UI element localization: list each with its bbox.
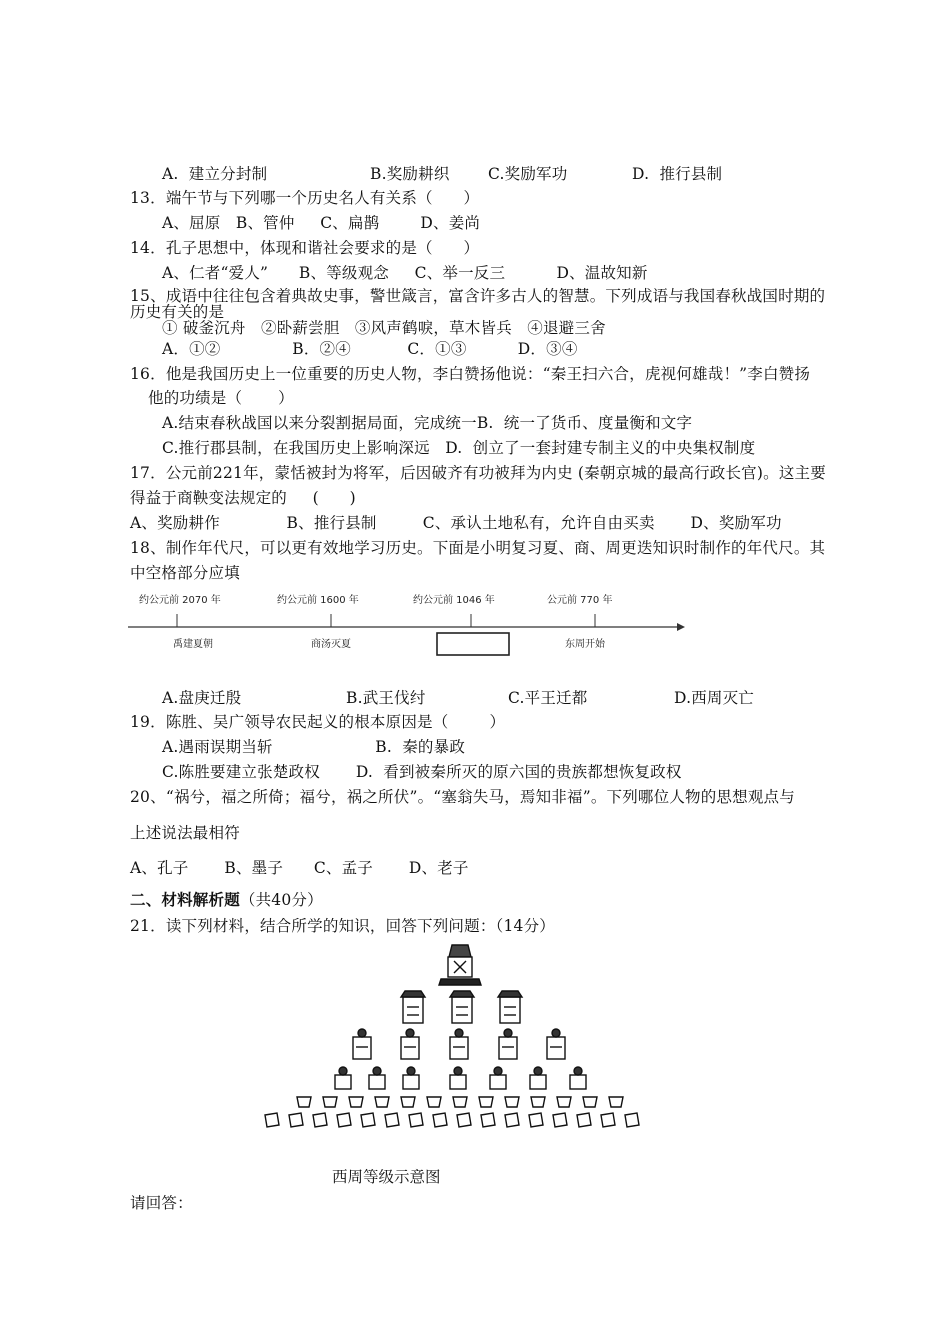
slave-figure-icons	[265, 1113, 639, 1127]
timeline-year-3: 约公元前 1046 年	[413, 595, 495, 606]
section-2-points: （共40分）	[239, 891, 323, 909]
minister-figure-icons	[353, 1029, 565, 1059]
q15-stem-line2: 历史有关的是	[130, 303, 225, 321]
timeline-event-4: 东周开始	[565, 639, 605, 650]
section-2-title: 二、材料解析题	[130, 890, 240, 909]
q12-option-a: A. 建立分封制	[162, 165, 268, 183]
timeline-year-2: 约公元前 1600 年	[277, 595, 359, 606]
timeline-event-2: 商汤灭夏	[311, 639, 351, 650]
q18-option-c: C.平王迁都	[508, 689, 588, 707]
q16-options-line1: A.结束春秋战国以来分裂割据局面，完成统一B. 统一了货币、度量衡和文字	[162, 414, 693, 432]
timeline-year-4: 公元前 770 年	[547, 595, 613, 606]
q20-stem-line2: 上述说法最相符	[130, 824, 240, 842]
q12-option-c: C.奖励军功	[488, 165, 568, 183]
q19-options-line2: C.陈胜要建立张楚政权 D. 看到被秦所灭的原六国的贵族都想恢复政权	[162, 763, 682, 781]
q12-option-b: B.奖励耕织	[370, 165, 450, 183]
q13-stem: 13．端午节与下列哪一个历史名人有关系（ ）	[130, 189, 480, 207]
q16-stem-line1: 16．他是我国历史上一位重要的历史人物，李白赞扬他说：“秦王扫六合，虎视何雄哉！”李白赞扬	[130, 365, 811, 383]
q17-stem-line2: 得益于商鞅变法规定的 ( )	[130, 489, 356, 507]
q18-stem-line1: 18、制作年代尺，可以更有效地学习历史。下面是小明复习夏、商、周更迭知识时制作的年代尺。其	[130, 539, 826, 557]
timeline-arrow-icon	[677, 623, 685, 631]
q18-option-d: D.西周灭亡	[674, 689, 755, 707]
q16-options-line2: C.推行郡县制，在我国历史上影响深远 D. 创立了一套封建专制主义的中央集权制度	[162, 439, 756, 457]
q19-options-line1: A.遇雨误期当斩 B. 秦的暴政	[162, 738, 466, 756]
timeline-event-1: 禹建夏朝	[173, 639, 213, 650]
timeline-blank-box	[437, 633, 509, 655]
figure-caption: 西周等级示意图	[332, 1168, 441, 1186]
timeline-chart	[125, 590, 690, 665]
commoner-figure-icons	[297, 1097, 623, 1107]
q15-stem-line1: 15、成语中往往包含着典故史事，警世箴言，富含许多古人的智慧。下列成语与我国春秋战国时期的	[130, 287, 826, 305]
q17-stem-line1: 17．公元前221年，蒙恬被封为将军，后因破齐有功被拜为内史 (秦朝京城的最高行政长官)。这主要	[130, 464, 826, 482]
scholar-figure-icons	[335, 1067, 586, 1089]
timeline-year-1: 约公元前 2070 年	[139, 595, 221, 606]
q18-stem-line2: 中空格部分应填	[130, 564, 240, 582]
section-2-heading	[130, 890, 323, 910]
q16-stem-line2: 他的功绩是（ ）	[148, 389, 294, 407]
western-zhou-hierarchy-illustration	[255, 935, 660, 1135]
q21-stem: 21．读下列材料，结合所学的知识，回答下列问题：（14分）	[130, 917, 555, 935]
q18-option-b: B.武王伐纣	[346, 689, 426, 707]
q18-option-a: A.盘庚迁殷	[162, 689, 242, 707]
q15-items: ① 破釜沉舟 ②卧薪尝胆 ③风声鹤唳，草木皆兵 ④退避三舍	[162, 319, 606, 337]
vassal-figure-icons	[401, 991, 522, 1023]
q15-options: A．①② B．②④ C．①③ D．③④	[162, 340, 578, 358]
king-figure-icon	[439, 945, 481, 985]
q17-options: A、奖励耕作 B、推行县制 C、承认土地私有，允许自由买卖 D、奖励军功	[130, 514, 782, 532]
q12-option-d: D. 推行县制	[632, 165, 723, 183]
q19-stem: 19．陈胜、吴广领导农民起义的根本原因是（ ）	[130, 713, 506, 731]
answer-prompt: 请回答：	[130, 1194, 193, 1212]
q20-options: A、孔子 B、墨子 C、孟子 D、老子	[130, 859, 469, 877]
q14-options: A、仁者“爱人” B、等级观念 C、举一反三 D、温故知新	[162, 264, 648, 282]
q14-stem: 14．孔子思想中，体现和谐社会要求的是（ ）	[130, 239, 480, 257]
q20-stem-line1: 20、“祸兮，福之所倚；福兮，祸之所伏”。“塞翁失马，焉知非福”。下列哪位人物的思想观点与	[130, 788, 795, 806]
q13-options: A、屈原 B、管仲 C、扁鹊 D、姜尚	[162, 214, 481, 232]
